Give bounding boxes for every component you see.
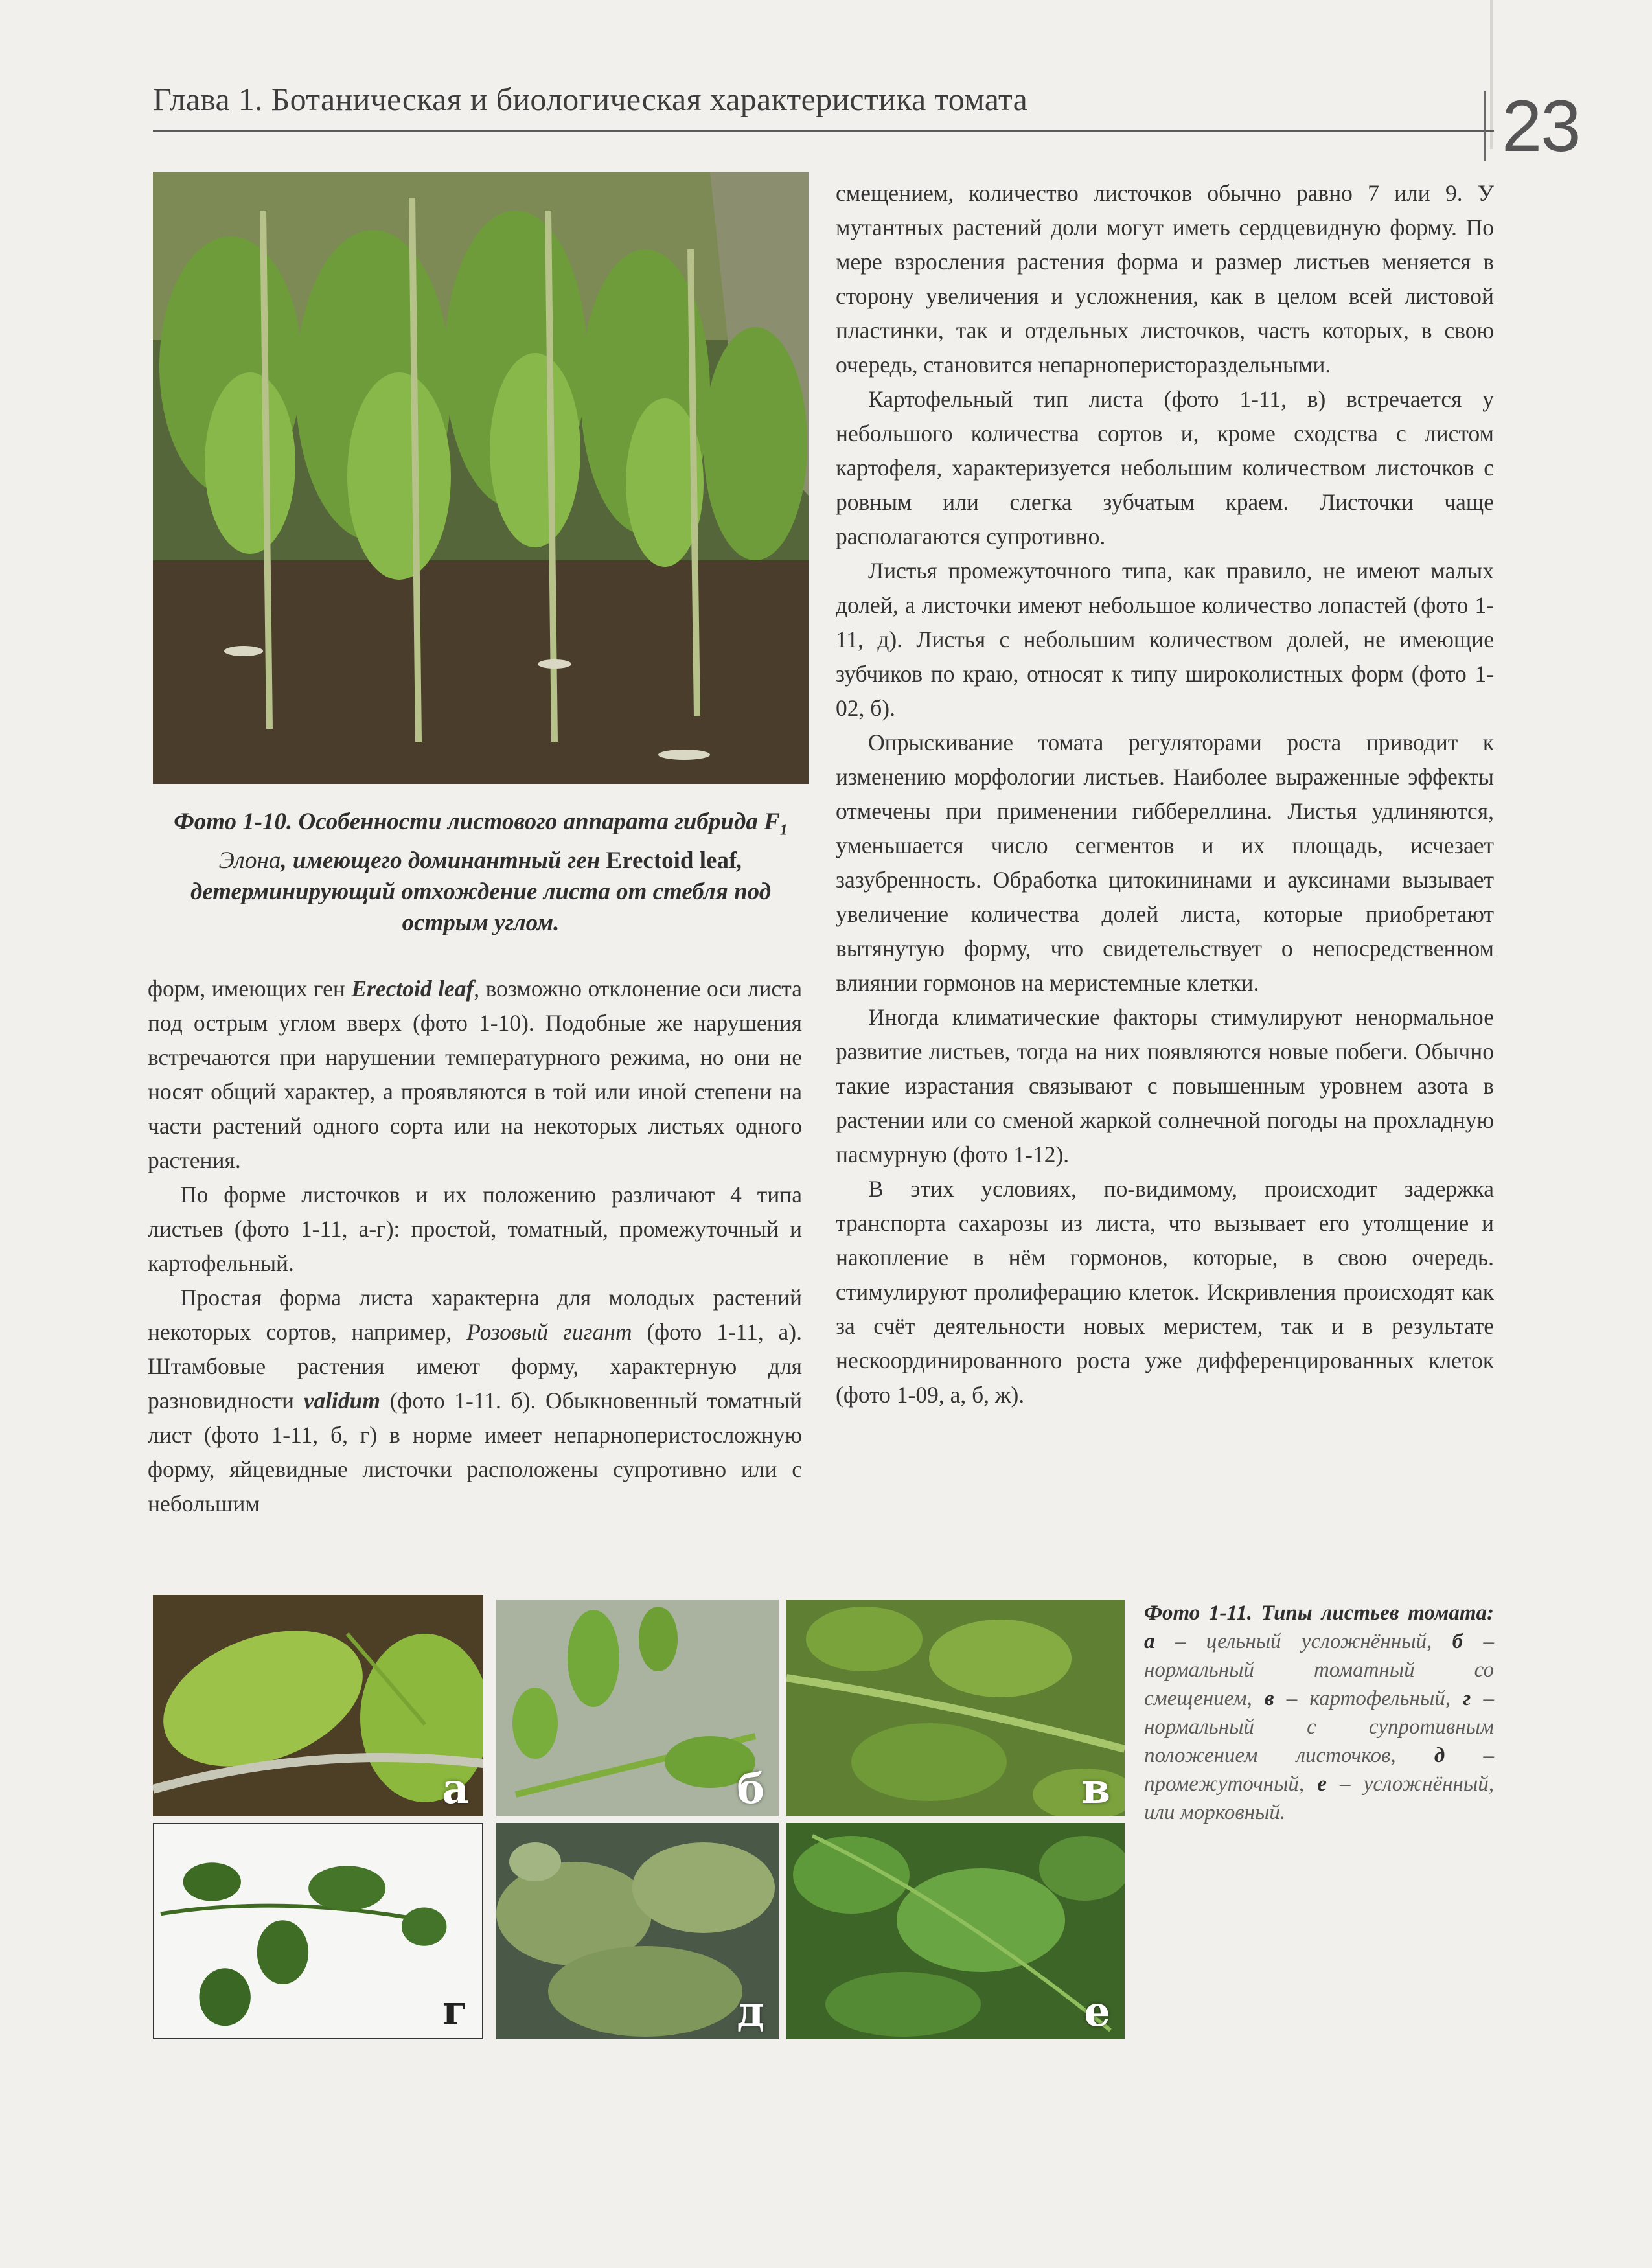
photo-label-d: д bbox=[737, 1987, 764, 2036]
caption-letter: д bbox=[1434, 1744, 1445, 1767]
page-number: 23 bbox=[1502, 86, 1580, 166]
right-paragraph-1: смещением, количество листочков обычно равно 7 или 9. У мутантных растений доли могут иметь сердцевидную форму. По мере взросления растения форма и размер листьев меняется в сторону увеличения и усложнения, как в целом всей листовой пластинки, так и отдельных листочков, часть которых, в свою очередь, становится непарноперистораздельными. bbox=[836, 180, 1494, 378]
photo-1-10-tomato-plants bbox=[153, 172, 809, 784]
text-span: Простая форма листа характерна для молодых растений некоторых сортов, например, bbox=[148, 1285, 802, 1345]
caption-letter: г bbox=[1463, 1687, 1471, 1710]
caption-gene: Erectoid leaf bbox=[606, 847, 737, 875]
variety-name: Розовый гигант bbox=[466, 1319, 632, 1345]
caption-letter: б bbox=[1452, 1630, 1463, 1653]
photo-label-a: а bbox=[442, 1765, 469, 1813]
photo-1-11-v-leaf bbox=[786, 1600, 1125, 1816]
caption-lead: Фото 1-11. Типы листьев томата: bbox=[1144, 1601, 1494, 1625]
caption-letter: е bbox=[1317, 1772, 1327, 1796]
caption-text: – усложнённый, или морковный. bbox=[1144, 1772, 1494, 1824]
caption-letter: в bbox=[1264, 1687, 1274, 1710]
photo-label-e: е bbox=[1084, 1987, 1110, 2036]
text-span: (фото 1-11, а). Штамбовые растения имеют форму, характерную для разновидности bbox=[148, 1319, 802, 1414]
caption-text: – нормальный с супротивным положением листочков, bbox=[1144, 1687, 1494, 1767]
text-span: форм, имеющих ген bbox=[148, 976, 352, 1002]
photo-1-11-a-leaf bbox=[153, 1595, 483, 1816]
photo-1-10-caption bbox=[170, 807, 792, 939]
caption-text: , детерминирующий отхождение листа от стебля под острым углом. bbox=[190, 847, 772, 937]
right-paragraph-4: Опрыскивание томата регуляторами роста приводит к изменению морфологии листьев. Наиболее выраженные эффекты отмечены при применении гиббереллина. Листья удлиняются, уменьшается число сегментов и их площадь, исчезает зазубренность. Обработка цитокининами и ауксинами вызывает увеличение количества долей листа, которые приобретают вытянутую форму, что свидетельствует о непосредственном влиянии гормонов на меристемные клетки. bbox=[836, 729, 1494, 996]
photo-1-11-caption bbox=[1144, 1599, 1494, 1827]
photo-label-b: б bbox=[737, 1765, 764, 1813]
caption-text: Фото 1-10. Особенности листового аппарата гибрида F bbox=[174, 808, 780, 835]
gene-name: Erectoid leaf bbox=[351, 976, 474, 1002]
photo-1-11-g-leaf bbox=[153, 1823, 483, 2039]
left-paragraph-1 bbox=[148, 972, 802, 1178]
right-paragraph-3: Листья промежуточного типа, как правило, не имеют малых долей, а листочки имеют небольшое количество лопастей (фото 1-11, д). Листья с небольшим количеством долей, не имеющие зубчиков по краю, относят к типу широколистных форм (фото 1-02, б). bbox=[836, 558, 1494, 721]
photo-1-11-e-leaf bbox=[786, 1823, 1125, 2039]
caption-text: – цельный усложнённый, bbox=[1154, 1630, 1452, 1653]
photo-1-11-d-leaf bbox=[496, 1823, 779, 2039]
left-column-text bbox=[148, 972, 802, 1521]
caption-text: – промежуточный, bbox=[1144, 1744, 1494, 1796]
photo-label-v: в bbox=[1081, 1765, 1110, 1813]
right-paragraph-2: Картофельный тип листа (фото 1-11, в) встречается у небольшого количества сортов и, кроме сходства с листом картофеля, характеризуется небольшим количеством листочков с ровным или слегка зубчатым краем. Листочки чаще располагаются супротивно. bbox=[836, 386, 1494, 549]
right-paragraph-6: В этих условиях, по-видимому, происходит задержка транспорта сахарозы из листа, что вызывает его утолщение и накопление в нём гормонов, которые, в свою очередь. стимулируют пролиферацию клеток. Искривления происходят как за счёт деятельности новых меристем, так и в результате нескоординированного роста уже дифференцированных клеток (фото 1-09, а, б, ж). bbox=[836, 1176, 1494, 1408]
text-span: (фото 1-11. б). Обыкновенный томатный лист (фото 1-11, б, г) в норме имеет непарноперистосложную форму, яйцевидные листочки расположены супротивно или с небольшим bbox=[148, 1388, 802, 1517]
header-rule bbox=[153, 130, 1494, 132]
text-span: , возможно отклонение оси листа под острым углом вверх (фото 1-10). Подобные же нарушения встречаются при нарушении температурного режима, но они не носят общий характер, а проявляются в той или иной степени на части растений одного сорта или на некоторых листьях одного растения. bbox=[148, 976, 802, 1173]
variety-latin: validum bbox=[303, 1388, 381, 1414]
photo-1-11-b-leaf bbox=[496, 1600, 779, 1816]
chapter-header: Глава 1. Ботаническая и биологическая характеристика томата bbox=[153, 81, 1028, 117]
header-separator bbox=[1484, 91, 1486, 161]
page-edge-shadow bbox=[1490, 0, 1493, 149]
caption-text: – нормальный томатный со смещением, bbox=[1144, 1630, 1495, 1710]
caption-subscript: 1 bbox=[779, 821, 788, 839]
photo-label-g: г bbox=[442, 1986, 468, 2035]
caption-text: – картофельный, bbox=[1274, 1687, 1463, 1710]
caption-text: , имеющего доминантный ген bbox=[281, 847, 606, 875]
left-paragraph-3 bbox=[148, 1281, 802, 1521]
left-paragraph-2: По форме листочков и их положению различают 4 типа листьев (фото 1-11, а-г): простой, томатный, промежуточный и картофельный. bbox=[148, 1182, 802, 1276]
caption-hybrid-name: Элона bbox=[218, 847, 281, 875]
caption-letter: а bbox=[1144, 1630, 1155, 1653]
right-column-text bbox=[836, 176, 1494, 1412]
right-paragraph-5: Иногда климатические факторы стимулируют ненормальное развитие листьев, тогда на них появляются новые побеги. Обычно такие израстания связывают с повышенным уровнем азота в растении или со сменой жаркой солнечной погоды на прохладную пасмурную (фото 1-12). bbox=[836, 1004, 1494, 1167]
